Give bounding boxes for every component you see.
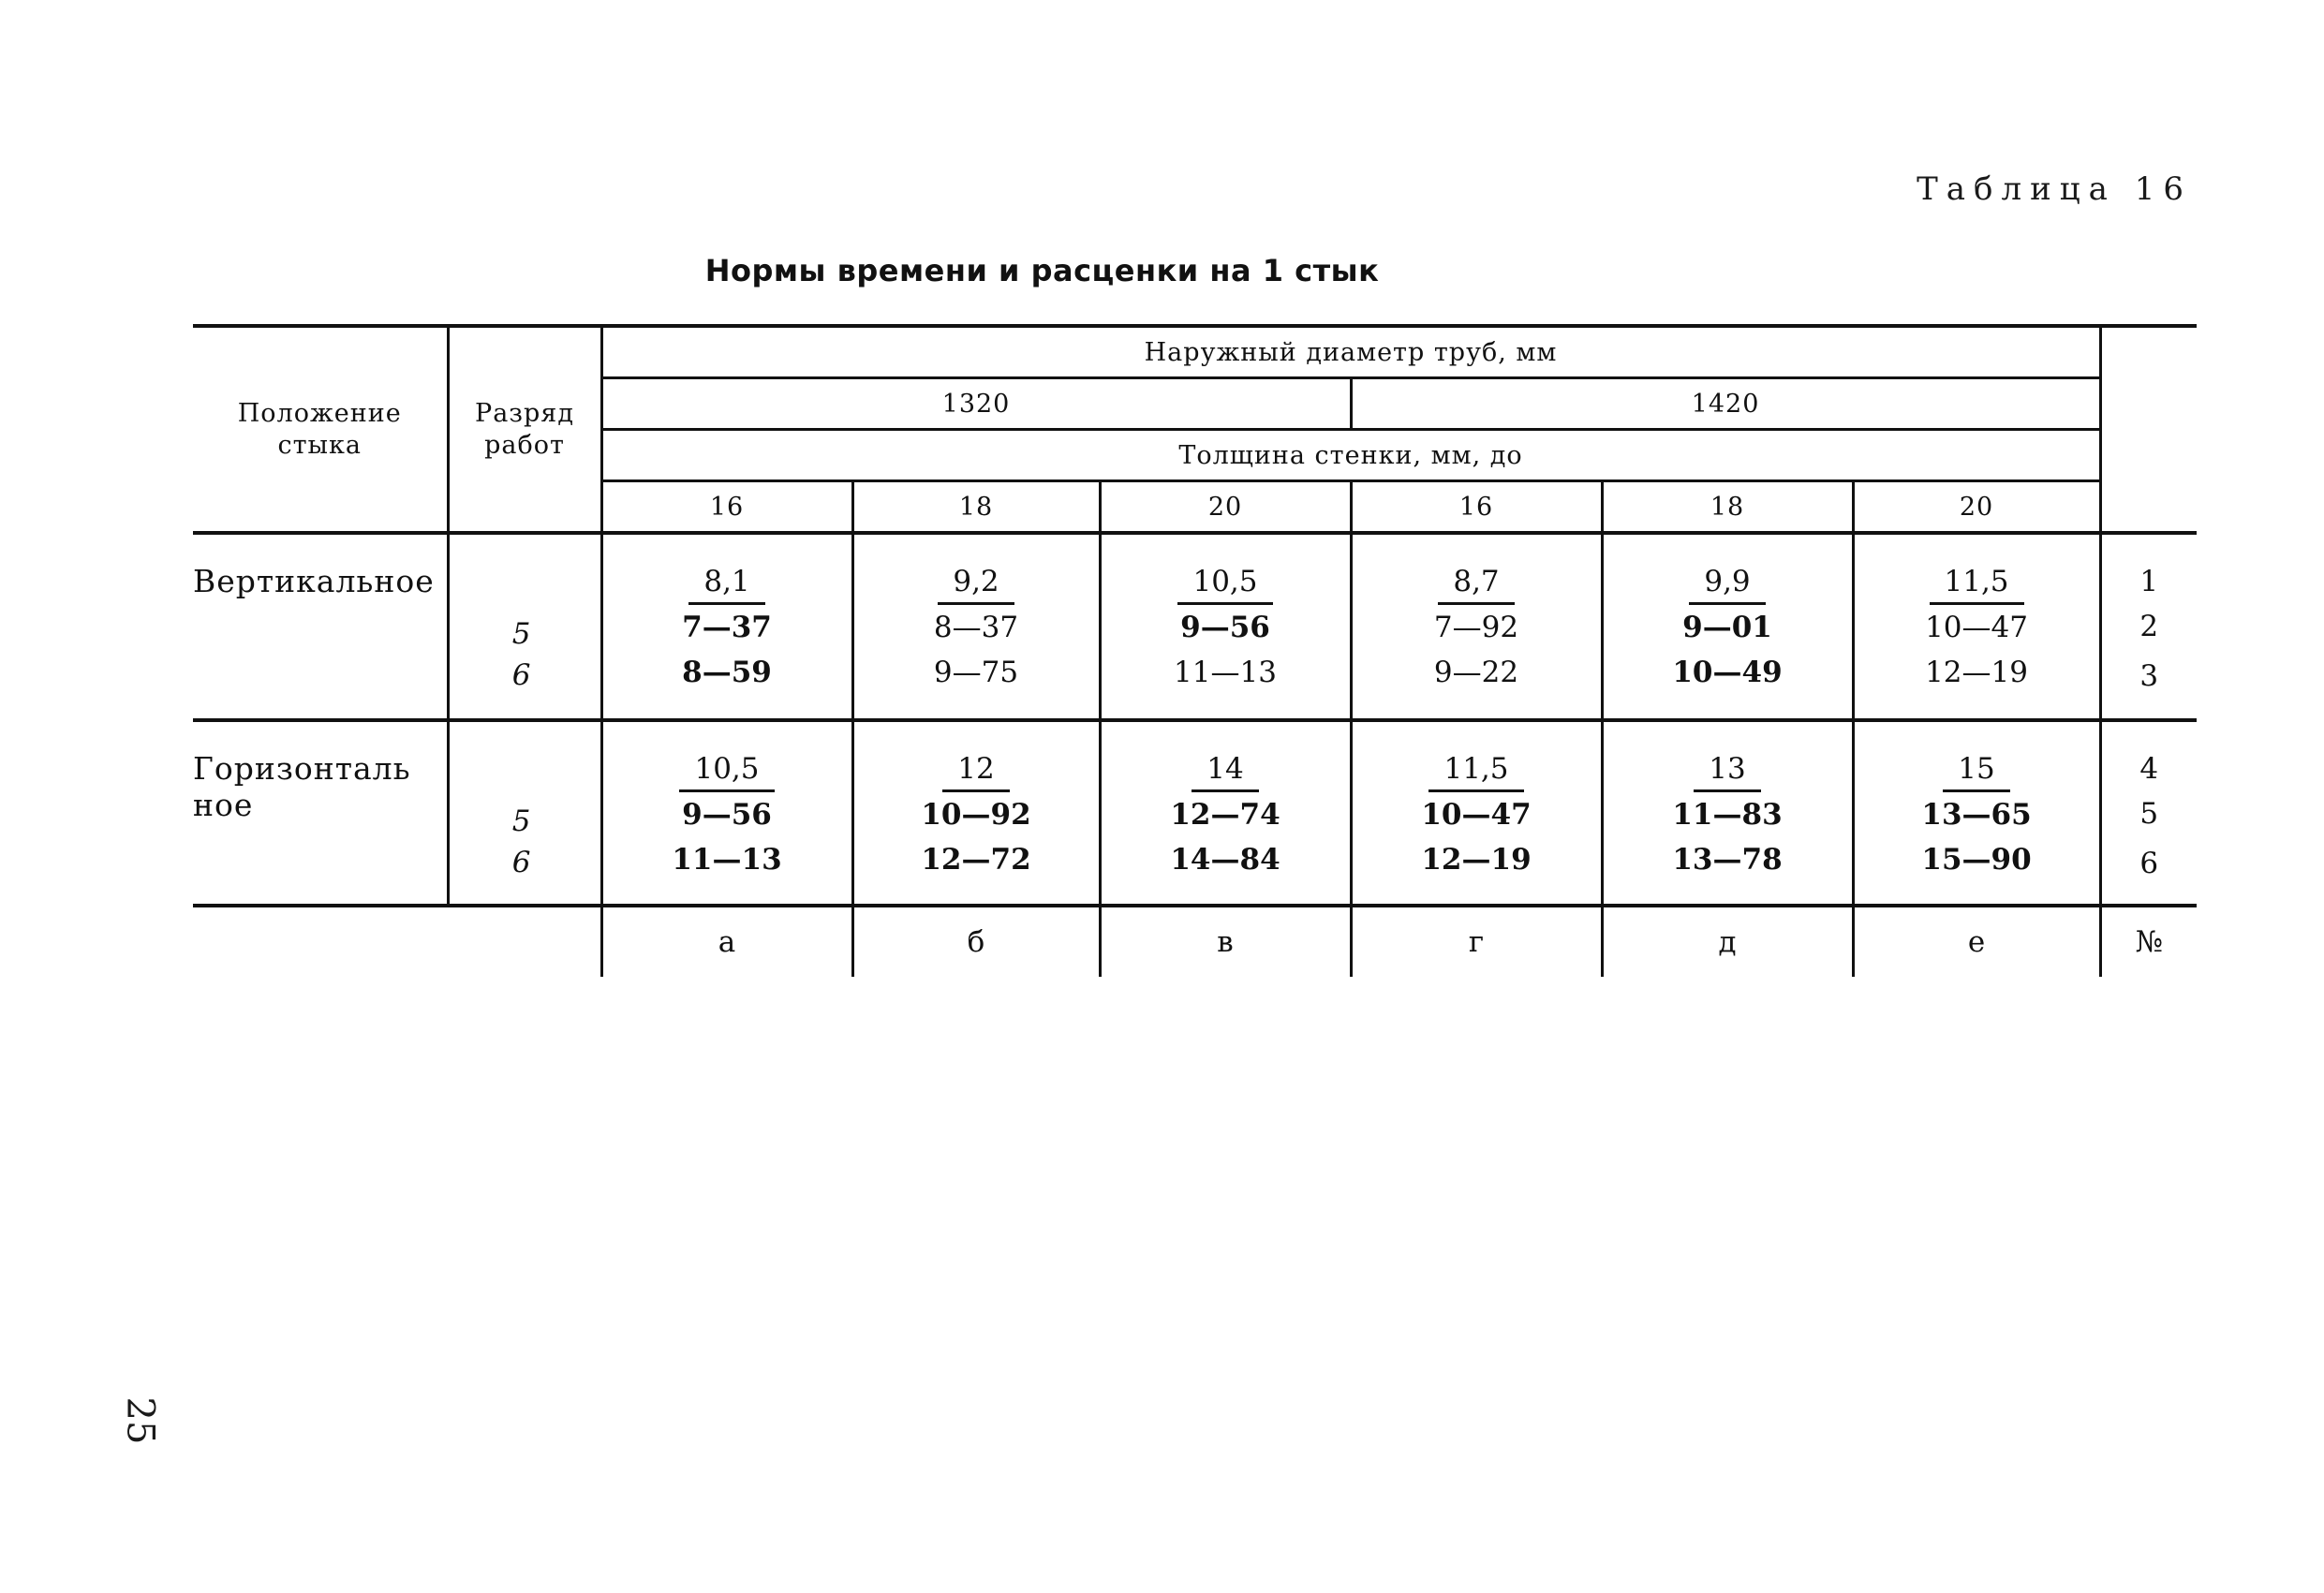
position-vertical: Вертикальное xyxy=(193,533,448,720)
empty-cell xyxy=(448,906,601,977)
table-row-horizontal xyxy=(193,720,2197,906)
header-thickness: 20 xyxy=(1853,481,2100,534)
row-number: 1 xyxy=(2139,565,2159,598)
norm-value: 15 xyxy=(1943,748,2009,792)
price-grade-5: 9—56 xyxy=(1180,611,1270,644)
row-number: 2 xyxy=(2139,610,2159,643)
price-grade-6: 8—59 xyxy=(682,656,772,689)
row-number: 4 xyxy=(2139,752,2159,786)
table-cell xyxy=(1853,533,2100,720)
table-cell xyxy=(852,720,1100,906)
table-cell xyxy=(1351,720,1602,906)
norm-value: 13 xyxy=(1694,748,1760,792)
table-cell xyxy=(852,533,1100,720)
norm-value: 8,1 xyxy=(688,561,764,605)
norm-value: 11,5 xyxy=(1428,748,1523,792)
grade-cell xyxy=(448,720,601,906)
row-number: 5 xyxy=(2139,797,2159,831)
header-grade: Разряд работ xyxy=(448,326,601,533)
price-grade-6: 15—90 xyxy=(1921,843,2032,877)
page-number: 25 xyxy=(118,1396,162,1445)
column-letter: в xyxy=(1100,906,1351,977)
price-grade-5: 8—37 xyxy=(933,611,1019,644)
header-outer-diameter: Наружный диаметр труб, мм xyxy=(601,326,2100,378)
number-sign: № xyxy=(2100,906,2197,977)
norm-value: 10,5 xyxy=(1177,561,1272,605)
header-thickness: 16 xyxy=(601,481,852,534)
norm-value: 11,5 xyxy=(1930,561,2024,605)
price-grade-6: 12—19 xyxy=(1925,656,2028,689)
price-grade-5: 9—01 xyxy=(1682,611,1772,644)
header-thickness: 16 xyxy=(1351,481,1602,534)
row-number: 3 xyxy=(2139,659,2159,693)
price-grade-6: 10—49 xyxy=(1672,656,1783,689)
header-position: Положение стыка xyxy=(193,326,448,533)
grade-6: 6 xyxy=(511,658,531,692)
table-cell xyxy=(1602,720,1853,906)
position-horizontal: Горизонталь ное xyxy=(193,720,448,906)
norm-value: 12 xyxy=(942,748,1009,792)
price-grade-5: 11—83 xyxy=(1672,798,1783,832)
norm-value: 10,5 xyxy=(679,748,774,792)
header-wall-thickness: Толщина стенки, мм, до xyxy=(601,430,2100,481)
price-grade-5: 10—47 xyxy=(1421,798,1532,832)
column-letter: д xyxy=(1602,906,1853,977)
price-grade-6: 9—75 xyxy=(933,656,1019,689)
table-cell xyxy=(1100,720,1351,906)
table-row-vertical xyxy=(193,533,2197,720)
header-thickness: 18 xyxy=(852,481,1100,534)
price-grade-6: 11—13 xyxy=(1174,656,1277,689)
empty-cell xyxy=(193,906,448,977)
row-numbers xyxy=(2100,533,2197,720)
price-grade-6: 14—84 xyxy=(1170,843,1280,877)
header-diameter-1320: 1320 xyxy=(601,378,1351,430)
header-thickness: 18 xyxy=(1602,481,1853,534)
table-cell xyxy=(1100,533,1351,720)
norm-value: 8,7 xyxy=(1438,561,1514,605)
norms-table xyxy=(193,324,2197,977)
header-number-spacer xyxy=(2100,326,2197,533)
grade-6: 6 xyxy=(511,846,531,879)
table-cell xyxy=(1351,533,1602,720)
price-grade-6: 12—19 xyxy=(1421,843,1532,877)
price-grade-5: 10—47 xyxy=(1925,611,2028,644)
price-grade-5: 13—65 xyxy=(1921,798,2032,832)
price-grade-5: 10—92 xyxy=(921,798,1031,832)
row-number: 6 xyxy=(2139,847,2159,880)
price-grade-6: 12—72 xyxy=(921,843,1031,877)
header-thickness: 20 xyxy=(1100,481,1351,534)
grade-cell xyxy=(448,533,601,720)
price-grade-5: 7—92 xyxy=(1433,611,1519,644)
price-grade-5: 7—37 xyxy=(682,611,772,644)
price-grade-5: 12—74 xyxy=(1170,798,1280,832)
column-letter-row xyxy=(193,906,2197,977)
grade-5: 5 xyxy=(511,804,531,838)
table-cell xyxy=(601,533,852,720)
price-grade-6: 13—78 xyxy=(1672,843,1783,877)
norm-value: 14 xyxy=(1192,748,1258,792)
price-grade-5: 9—56 xyxy=(682,798,772,832)
table-title: Нормы времени и расценки на 1 стык xyxy=(704,253,1380,288)
row-numbers xyxy=(2100,720,2197,906)
grade-5: 5 xyxy=(511,617,531,651)
column-letter: г xyxy=(1351,906,1602,977)
norm-value: 9,9 xyxy=(1689,561,1765,605)
norm-value: 9,2 xyxy=(938,561,1014,605)
table-cell xyxy=(1853,720,2100,906)
price-grade-6: 11—13 xyxy=(672,843,782,877)
price-grade-6: 9—22 xyxy=(1433,656,1519,689)
table-cell xyxy=(1602,533,1853,720)
table-cell xyxy=(601,720,852,906)
header-diameter-1420: 1420 xyxy=(1351,378,2100,430)
column-letter: б xyxy=(852,906,1100,977)
column-letter: а xyxy=(601,906,852,977)
table-label: Таблица 16 xyxy=(1917,170,2192,208)
column-letter: е xyxy=(1853,906,2100,977)
